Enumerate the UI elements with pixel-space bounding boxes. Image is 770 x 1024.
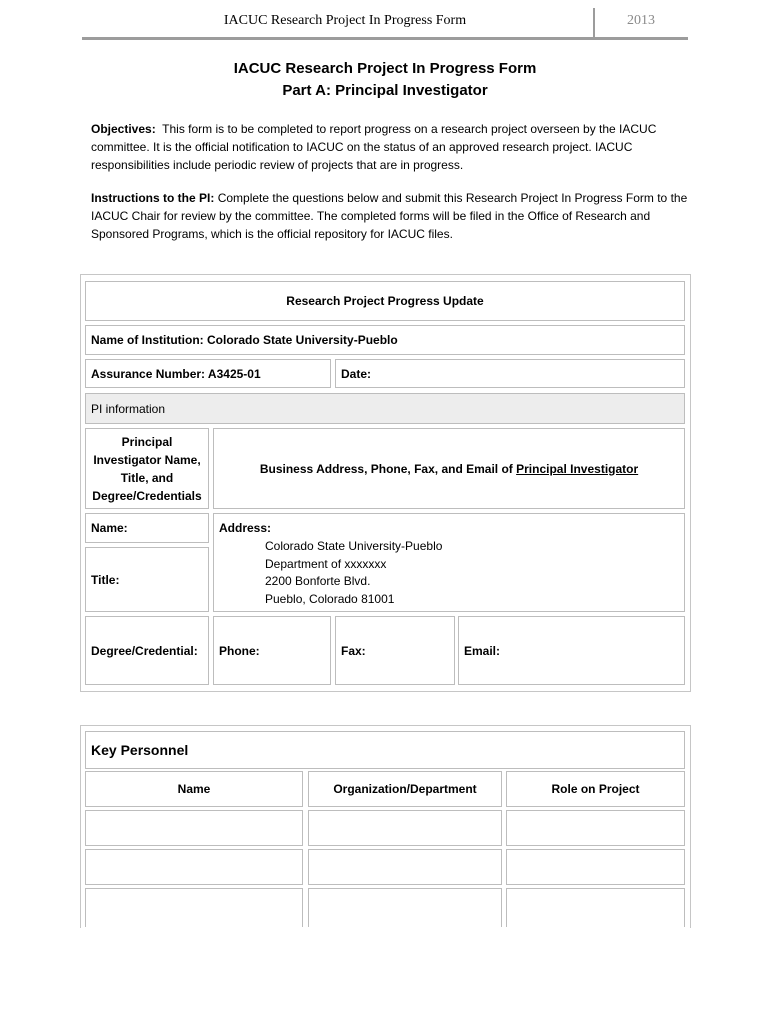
title-label: Title:	[91, 572, 120, 587]
column-header-name	[85, 771, 303, 807]
personnel-organization-cell[interactable]	[308, 888, 502, 927]
business-header-link: Principal Investigator	[516, 461, 639, 476]
column-header-role	[506, 771, 685, 807]
page-subtitle: Part A: Principal Investigator	[282, 82, 488, 99]
page-title: IACUC Research Project In Progress Form	[233, 60, 537, 77]
progress-table-title	[85, 281, 685, 321]
institution-row	[85, 325, 685, 355]
column-header-name-text: Name	[177, 782, 211, 796]
name-label: Name:	[91, 521, 128, 535]
personnel-role-cell[interactable]	[506, 810, 685, 846]
date-label: Date:	[341, 366, 372, 381]
key-personnel-title: Key Personnel	[91, 742, 189, 758]
address-line-3: 2200 Bonforte Blvd.	[265, 574, 371, 588]
assurance-text: Assurance Number: A3425-01	[91, 366, 261, 381]
instructions-text: Complete the questions below and submit this Research Project In Progress Form to the IACUC Chair for review by the committee. The completed forms will be filed in the Office of Research and Sponsored Programs, which is the official repository for IACUC files.	[91, 191, 688, 241]
pi-header-text: Principal Investigator Name, Title, and Degree/Credentials	[92, 434, 202, 503]
column-header-role-text: Role on Project	[551, 782, 640, 796]
personnel-organization-cell[interactable]	[308, 810, 502, 846]
date-field[interactable]	[335, 359, 685, 388]
address-line-4: Pueblo, Colorado 81001	[265, 591, 395, 606]
pi-header-cell	[85, 428, 209, 509]
personnel-name-cell[interactable]	[85, 849, 303, 885]
address-line-2: Department of xxxxxxx	[265, 556, 387, 571]
name-field[interactable]	[85, 513, 209, 543]
column-header-organization-text: Organization/Department	[333, 782, 477, 796]
instructions-label: Instructions to the PI:	[91, 191, 215, 205]
phone-field[interactable]	[213, 616, 331, 685]
institution-text: Name of Institution: Colorado State University-Pueblo	[91, 333, 398, 347]
email-label: Email:	[464, 643, 501, 658]
business-header-prefix: Business Address, Phone, Fax, and Email of	[259, 461, 517, 476]
pi-info-text: PI information	[91, 401, 166, 416]
progress-table-title-text: Research Project Progress Update	[286, 294, 484, 308]
address-field[interactable]	[213, 513, 685, 612]
header-year: 2013	[627, 13, 655, 28]
pi-info-row	[85, 393, 685, 424]
address-label: Address:	[219, 521, 272, 535]
address-lines	[265, 538, 442, 608]
phone-label: Phone:	[219, 643, 260, 658]
header-title: IACUC Research Project In Progress Form	[223, 13, 467, 28]
personnel-role-cell[interactable]	[506, 888, 685, 927]
title-field[interactable]	[85, 547, 209, 612]
personnel-organization-cell[interactable]	[308, 849, 502, 885]
key-personnel-title-row	[85, 731, 685, 769]
objectives-paragraph	[91, 120, 691, 174]
email-field[interactable]	[458, 616, 685, 685]
personnel-role-cell[interactable]	[506, 849, 685, 885]
objectives-label: Objectives:	[91, 122, 156, 136]
degree-field[interactable]	[85, 616, 209, 685]
instructions-paragraph	[91, 189, 691, 243]
header-rule	[82, 37, 688, 40]
address-line-1: Colorado State University-Pueblo	[265, 539, 443, 553]
degree-label: Degree/Credential:	[91, 643, 198, 658]
column-header-organization	[308, 771, 502, 807]
objectives-text: This form is to be completed to report progress on a research project overseen by the IACUC committee. It is the official notification to IACUC on the status of an approved research project. IACUC responsibilities include periodic review of projects that are in progress.	[91, 122, 657, 172]
assurance-cell	[85, 359, 331, 388]
personnel-name-cell[interactable]	[85, 888, 303, 927]
fax-label: Fax:	[341, 643, 366, 658]
business-header-text	[260, 462, 638, 476]
personnel-name-cell[interactable]	[85, 810, 303, 846]
business-header-cell	[213, 428, 685, 509]
fax-field[interactable]	[335, 616, 455, 685]
header-divider	[593, 8, 595, 38]
